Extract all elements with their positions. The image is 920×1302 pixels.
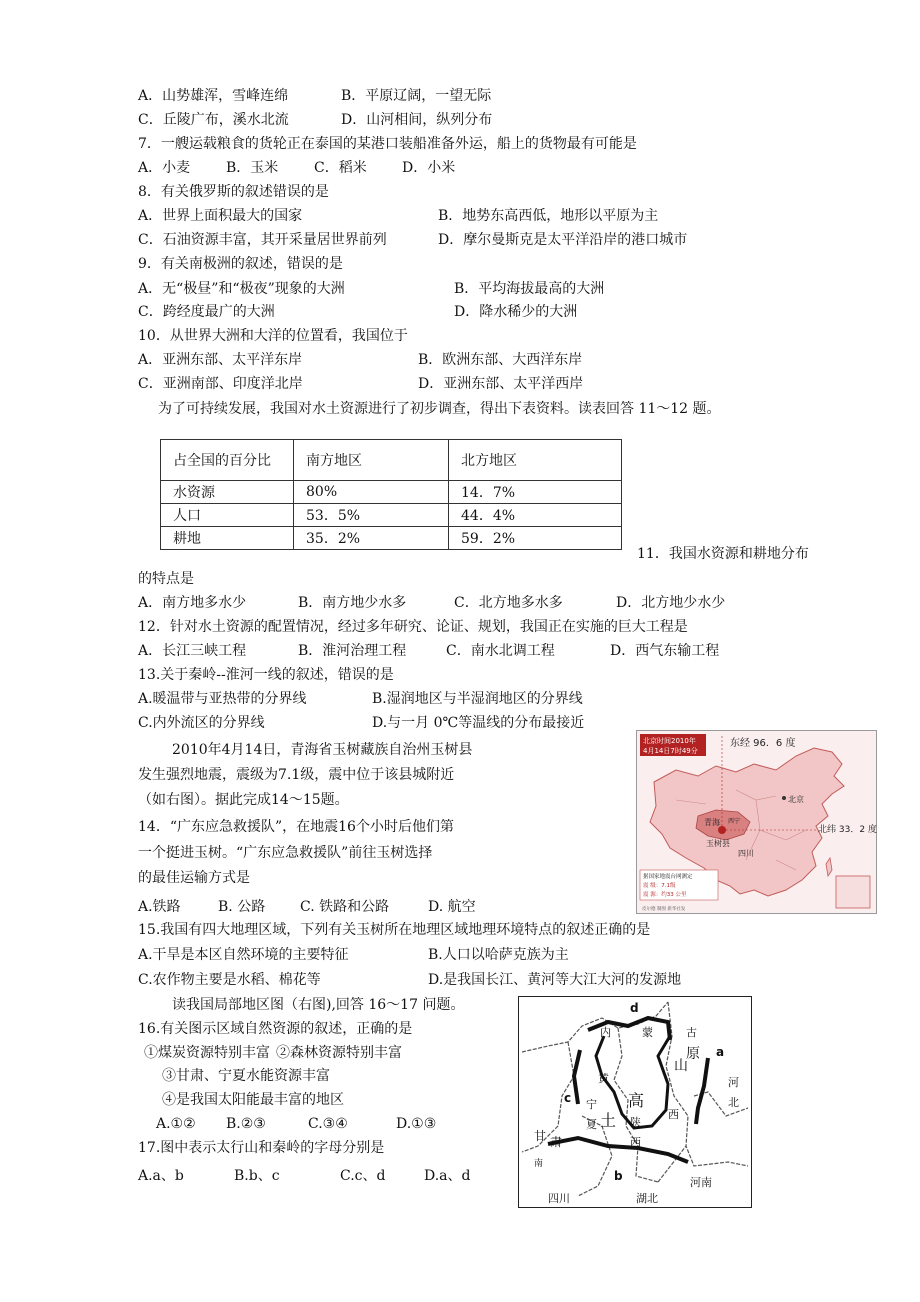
q14-stem-line1: 14．“广东应急救援队”，在地震16个小时后他们第: [138, 819, 454, 835]
q11-option-a: A．南方地多水少: [138, 595, 247, 611]
q11-stem-part1: 11．我国水资源和耕地分布: [637, 546, 809, 562]
table-cell: 80%: [294, 481, 449, 504]
q14-stem-line2: 一个挺进玉树。“广东应急救援队”前往玉树选择: [138, 845, 433, 861]
q15-option-a: A.干旱是本区自然环境的主要特征: [138, 947, 349, 963]
q13-option-b: B.湿润地区与半湿润地区的分界线: [372, 691, 583, 707]
label-meng: 蒙: [642, 1026, 653, 1039]
q8-stem: 8．有关俄罗斯的叙述错误的是: [138, 184, 329, 200]
map1-xining-label: 西宁: [728, 818, 741, 825]
q10-option-b: B．欧洲东部、大西洋东岸: [418, 352, 583, 368]
q14-option-d: D. 航空: [428, 899, 476, 915]
q14-option-a: A.铁路: [138, 899, 181, 915]
map1-legend-title: 据国家地震台网测定: [643, 874, 693, 880]
q16-option-d: D.①③: [396, 1116, 437, 1132]
label-shaanxi-xi: 西: [630, 1136, 641, 1149]
q10-option-d: D．亚洲东部、太平洋西岸: [418, 376, 584, 392]
label-huang: 黄: [598, 1072, 609, 1085]
q6-option-b: B．平原辽阔，一望无际: [341, 88, 492, 104]
intro-14-15-line2: 发生强烈地震，震级为7.1级，震中位于该县城附近: [138, 767, 455, 783]
q14-option-b: B. 公路: [218, 899, 266, 915]
table-row: [161, 504, 622, 527]
intro-11-12: 为了可持续发展，我国对水土资源进行了初步调查，得出下表资料。读表回答 11～12 题。: [158, 401, 721, 417]
q10-stem: 10．从世界大洲和大洋的位置看，我国位于: [138, 328, 408, 344]
map1-latitude-label: 北纬 33．2 度: [818, 825, 877, 835]
map1-credit: 皮尔德 制图 新华社发: [642, 907, 686, 912]
q7-stem: 7．一艘运载粮食的货轮正在泰国的某港口装船准备外运，船上的货物最有可能是: [138, 136, 637, 152]
q7-option-c: C．稻米: [314, 160, 367, 176]
map1-time-line2: 4月14日7时49分: [643, 747, 698, 755]
q12-option-c: C．南水北调工程: [446, 643, 555, 659]
beijing-dot-icon: [782, 796, 786, 800]
q16-option-b: B.②③: [226, 1116, 266, 1132]
label-hebei-bei: 北: [728, 1096, 739, 1109]
table-cell: 35．2%: [294, 527, 449, 550]
map1-qinghai-label: 青海: [704, 818, 720, 827]
q6-option-a: A．山势雄浑，雪峰连绵: [138, 88, 289, 104]
q17-option-a: A.a、b: [138, 1168, 184, 1184]
q8-option-c: C．石油资源丰富，其开采量居世界前列: [138, 232, 387, 248]
table-header-row: [161, 440, 622, 481]
label-south-edge: 南: [534, 1159, 544, 1169]
table-cell: 耕地: [161, 527, 294, 550]
q12-option-d: D．西气东输工程: [610, 643, 720, 659]
label-xia: 夏: [586, 1118, 597, 1131]
q12-option-a: A．长江三峡工程: [138, 643, 247, 659]
q9-option-a: A．无“极昼”和“极夜”现象的大洲: [138, 281, 345, 297]
label-gao: 高: [628, 1091, 645, 1110]
q9-option-b: B．平均海拔最高的大洲: [454, 281, 605, 297]
table-row: [161, 527, 622, 550]
label-tu: 土: [600, 1111, 617, 1130]
q16-statement-3: ③甘肃、宁夏水能资源丰富: [162, 1068, 330, 1084]
map1-beijing-label: 北京: [788, 795, 804, 804]
q15-stem: 15.我国有四大地理区域，下列有关玉树所在地理区域地理环境特点的叙述正确的是: [138, 922, 651, 938]
q9-option-c: C．跨经度最广的大洲: [138, 304, 275, 320]
q15-option-b: B.人口以哈萨克族为主: [428, 947, 569, 963]
water-land-table: [160, 439, 622, 550]
q13-stem: 13.关于秦岭--淮河一线的叙述，错误的是: [138, 667, 394, 683]
q16-statement-4: ④是我国太阳能最丰富的地区: [162, 1092, 344, 1108]
map1-yushu-label: 玉树县: [706, 839, 730, 848]
q8-option-b: B．地势东高西低，地形以平原为主: [438, 208, 659, 224]
q9-option-d: D．降水稀少的大洲: [454, 304, 578, 320]
q14-option-c: C. 铁路和公路: [300, 899, 390, 915]
q11-option-c: C．北方地多水多: [454, 595, 563, 611]
label-hebei-he: 河: [728, 1076, 739, 1089]
map1-time-line1: 北京时间2010年: [643, 737, 696, 745]
table-cell: 水资源: [161, 481, 294, 504]
intro-14-15-line1: 2010年4月14日，青海省玉树藏族自治州玉树县: [172, 742, 473, 758]
intro-14-15-line3: （如右图）。据此完成14～15题。: [138, 792, 349, 808]
q16-option-c: C.③④: [308, 1116, 348, 1132]
q16-statement-1: ①煤炭资源特别丰富: [144, 1045, 270, 1061]
label-ning: 宁: [586, 1098, 597, 1111]
q9-stem: 9．有关南极洲的叙述，错误的是: [138, 256, 343, 272]
q14-stem-line3: 的最佳运输方式是: [138, 870, 250, 886]
label-letter-c: c: [564, 1091, 572, 1105]
map1-longitude-label: 东经 96．6 度: [730, 738, 796, 749]
q15-option-d: D.是我国长江、黄河等大江大河的发源地: [428, 972, 682, 988]
label-letter-a: a: [716, 1045, 725, 1059]
q7-option-a: A．小麦: [138, 160, 191, 176]
intro-16-17: 读我国局部地区图（右图),回答 16～17 问题。: [172, 997, 465, 1013]
table-header: 南方地区: [294, 440, 449, 481]
q16-statement-2: ②森林资源特别丰富: [276, 1045, 402, 1061]
label-shanxi-shan: 山: [674, 1058, 688, 1074]
q12-option-b: B．淮河治理工程: [298, 643, 407, 659]
q16-option-a: A.①②: [156, 1116, 196, 1132]
epicenter-marker-icon: [718, 826, 726, 834]
q13-option-a: A.暖温带与亚热带的分界线: [138, 691, 307, 707]
q17-stem: 17.图中表示太行山和秦岭的字母分别是: [138, 1140, 385, 1156]
q15-option-c: C.农作物主要是水稻、棉花等: [138, 972, 321, 988]
table-cell: 14．7%: [449, 481, 622, 504]
q17-option-d: D.a、d: [424, 1168, 471, 1184]
q6-option-c: C．丘陵广布，溪水北流: [138, 112, 289, 128]
map1-legend-depth: 震 源：约33 公里: [643, 892, 687, 898]
label-sichuan: 四川: [548, 1192, 570, 1205]
label-su: 肃: [550, 1135, 563, 1149]
q12-stem: 12．针对水土资源的配置情况，经过多年研究、论证、规划，我国正在实施的巨大工程是: [138, 619, 688, 635]
table-row: [161, 481, 622, 504]
q11-option-b: B．南方地少水多: [298, 595, 407, 611]
label-letter-d: d: [630, 1001, 639, 1015]
q17-option-b: B.b、c: [234, 1168, 280, 1184]
label-henan: 河南: [690, 1176, 712, 1189]
q6-option-d: D．山河相间，纵列分布: [341, 112, 493, 128]
q13-option-d: D.与一月 0℃等温线的分布最接近: [372, 715, 585, 731]
label-shaanxi: 陕: [630, 1116, 641, 1129]
q10-option-a: A．亚洲东部、太平洋东岸: [138, 352, 303, 368]
table-cell: 人口: [161, 504, 294, 527]
label-letter-b: b: [614, 1169, 623, 1183]
map1-legend-magnitude: 震 级：7.1级: [643, 883, 676, 889]
table-header: 占全国的百分比: [161, 440, 294, 481]
table-cell: 44．4%: [449, 504, 622, 527]
map1-sichuan-label: 四川: [738, 849, 754, 858]
q17-option-c: C.c、d: [340, 1168, 386, 1184]
label-gan: 甘: [534, 1129, 547, 1143]
q13-option-c: C.内外流区的分界线: [138, 715, 265, 731]
table-header: 北方地区: [449, 440, 622, 481]
q11-option-d: D．北方地少水少: [616, 595, 726, 611]
south-sea-inset: [836, 876, 870, 908]
label-hubei: 湖北: [636, 1192, 658, 1205]
table-cell: 59．2%: [449, 527, 622, 550]
q8-option-a: A．世界上面积最大的国家: [138, 208, 303, 224]
q16-stem: 16.有关图示区域自然资源的叙述，正确的是: [138, 1021, 413, 1037]
q11-stem-part2: 的特点是: [138, 571, 194, 587]
regional-map: [518, 996, 752, 1208]
q7-option-b: B．玉米: [226, 160, 279, 176]
label-nei: 内: [600, 1026, 611, 1039]
table-cell: 53．5%: [294, 504, 449, 527]
label-gu: 古: [686, 1026, 697, 1039]
label-yuan: 原: [686, 1046, 700, 1062]
q10-option-c: C．亚洲南部、印度洋北岸: [138, 376, 303, 392]
yushu-earthquake-map: [636, 730, 877, 914]
q8-option-d: D．摩尔曼斯克是太平洋沿岸的港口城市: [438, 232, 688, 248]
q7-option-d: D．小米: [402, 160, 456, 176]
label-shanxi-xi: 西: [668, 1108, 679, 1121]
